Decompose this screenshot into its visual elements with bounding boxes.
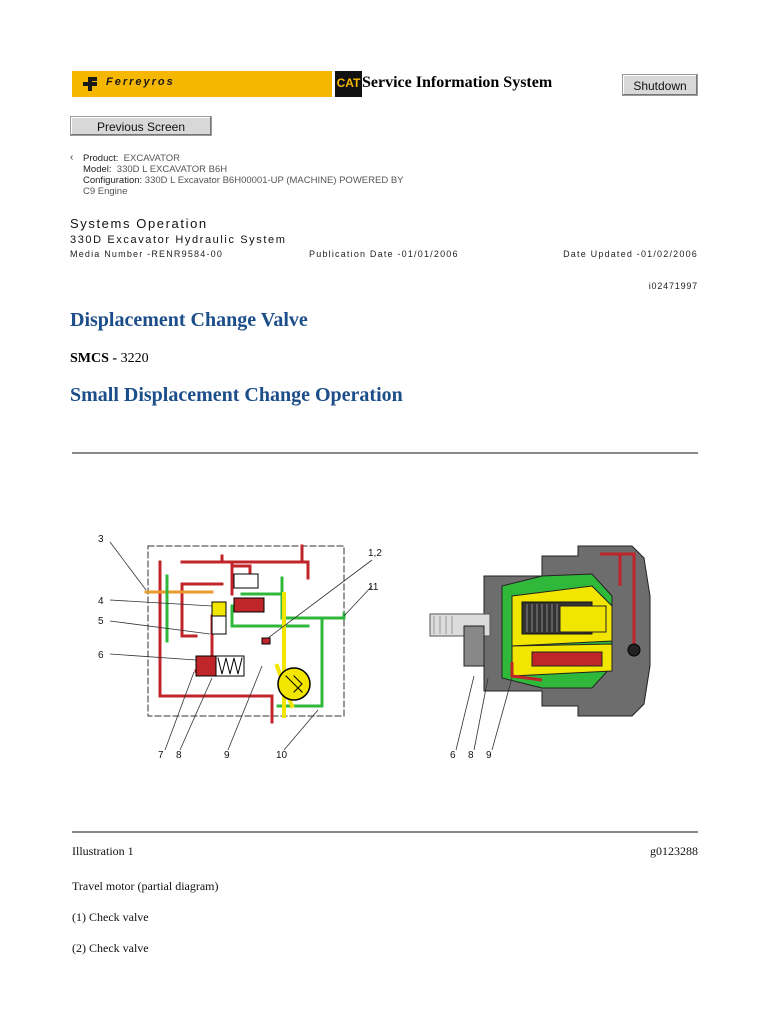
- callout-7: 7: [158, 750, 164, 761]
- media-number: Media Number -RENR9584-00: [70, 249, 224, 259]
- callout-3: 3: [98, 534, 104, 545]
- config-label: Configuration:: [83, 175, 143, 186]
- schematic: [146, 546, 344, 722]
- smcs-value: 3220: [120, 351, 149, 366]
- cat-logo-text: CAT: [336, 76, 361, 90]
- app-title: Service Information System: [362, 74, 553, 91]
- callout-6-right: 6: [450, 750, 456, 761]
- motor-cutaway: [430, 546, 650, 716]
- illustration-label: Illustration 1: [72, 844, 134, 858]
- callout-8: 8: [176, 750, 182, 761]
- collapse-chevron-icon[interactable]: ‹: [70, 152, 74, 163]
- travel-motor-diagram: [72, 466, 698, 828]
- smcs-code: [70, 351, 149, 367]
- product-value: EXCAVATOR: [123, 153, 180, 164]
- page-title: Displacement Change Valve: [70, 309, 308, 331]
- previous-screen-button[interactable]: Previous Screen: [70, 116, 212, 136]
- config-value: 330D L Excavator B6H00001-UP (MACHINE) POWERED BY: [144, 175, 404, 186]
- model-value: 330D L EXCAVATOR B6H: [116, 164, 228, 175]
- model-label: Model:: [83, 164, 112, 175]
- callout-5: 5: [98, 616, 104, 627]
- callout-6: 6: [98, 650, 104, 661]
- callout-leaders-left: [110, 542, 372, 750]
- smcs-label: SMCS -: [70, 351, 118, 366]
- shutdown-button[interactable]: Shutdown: [622, 74, 698, 96]
- section-title: Systems Operation: [70, 216, 208, 231]
- subsystem-title: 330D Excavator Hydraulic System: [70, 234, 287, 246]
- illustration-id: g0123288: [650, 844, 698, 858]
- callout-9: 9: [224, 750, 230, 761]
- callout-10: 10: [276, 750, 288, 761]
- callout-11: 11: [368, 582, 379, 593]
- document-id: i02471997: [648, 281, 698, 291]
- figure-caption: Travel motor (partial diagram): [72, 879, 219, 893]
- legend-item: (1) Check valve: [72, 910, 149, 924]
- publication-date: Publication Date -01/01/2006: [309, 249, 459, 259]
- callout-9-right: 9: [486, 750, 492, 761]
- callout-4: 4: [98, 596, 104, 607]
- divider-top: [72, 452, 698, 454]
- section-heading: Small Displacement Change Operation: [70, 384, 403, 406]
- callout-1-2: 1,2: [368, 548, 382, 559]
- config-value-2: C9 Engine: [83, 186, 128, 197]
- ferreyros-logo-icon: [82, 76, 98, 92]
- product-info: [83, 153, 404, 197]
- product-label: Product:: [83, 153, 119, 164]
- brand-name: Ferreyros: [106, 76, 175, 88]
- divider-bottom: [72, 831, 698, 833]
- date-updated: Date Updated -01/02/2006: [563, 249, 698, 259]
- callout-8-right: 8: [468, 750, 474, 761]
- legend-item: (2) Check valve: [72, 941, 149, 955]
